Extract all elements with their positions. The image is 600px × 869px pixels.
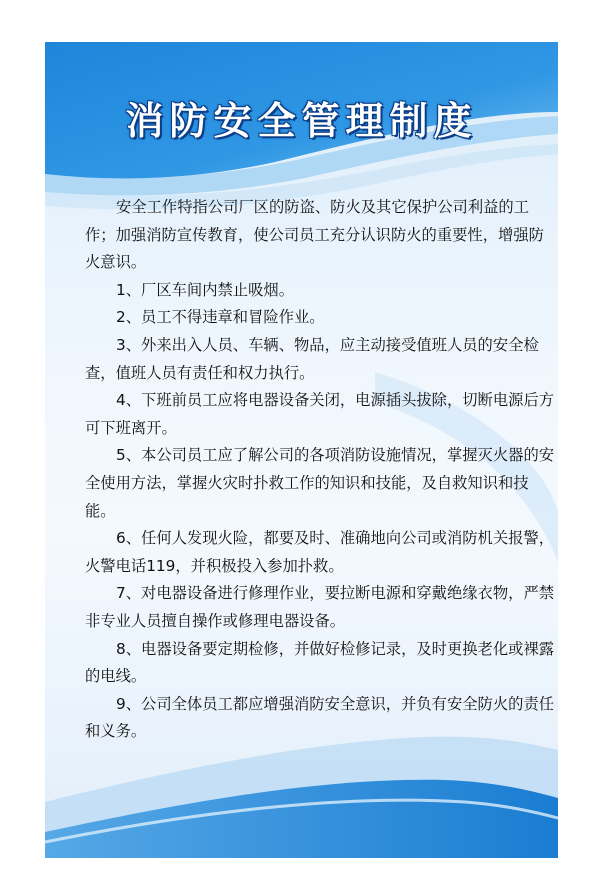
rule-item: 2、员工不得违章和冒险作业。	[116, 308, 325, 327]
rule-item: 1、厂区车间内禁止吸烟。	[116, 280, 294, 299]
rule-item: 9、公司全体员工都应增强消防安全意识，并负有安全防火的责任和义务。	[85, 694, 555, 741]
rule-item: 8、电器设备要定期检修，并做好检修记录，及时更换老化或裸露的电线。	[85, 639, 555, 686]
regulation-body	[85, 194, 555, 746]
rule-item: 5、本公司员工应了解公司的各项消防设施情况，掌握灭火器的安全使用方法，掌握火灾时扑救工作的知识和技能，及自救知识和技能。	[85, 446, 555, 520]
page-title: 消防安全管理制度	[125, 99, 478, 143]
rule-item: 3、外来出入人员、车辆、物品，应主动接受值班人员的安全检查，值班人员有责任和权力执行。	[85, 335, 539, 382]
rule-item: 7、对电器设备进行修理作业，要拉断电源和穿戴绝缘衣物，严禁非专业人员擅自操作或修理电器设备。	[85, 584, 555, 630]
rule-item: 6、任何人发现火险，都要及时、准确地向公司或消防机关报警，火警电话119，并积极投入参加扑救。	[85, 529, 555, 575]
rule-item: 4、下班前员工应将电器设备关闭，电源插头拔除，切断电源后方可下班离开。	[85, 391, 555, 437]
intro-paragraph: 安全工作特指公司厂区的防盗、防火及其它保护公司利益的工作；加强消防宣传教育，使公司员工充分认识防火的重要性，增强防火意识。	[85, 198, 544, 272]
notice-board	[45, 42, 558, 858]
